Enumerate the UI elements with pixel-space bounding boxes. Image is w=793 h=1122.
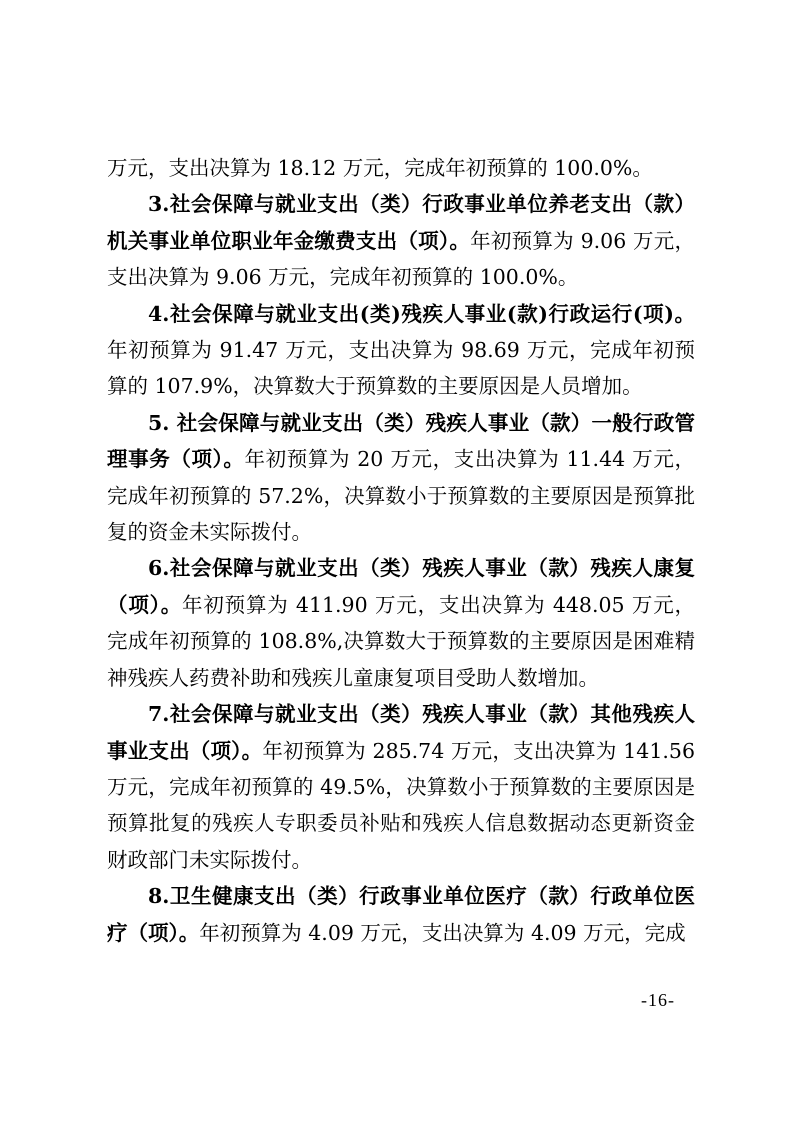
paragraph-item-8: [107, 878, 695, 951]
paragraph-text: 年初预算为 20 万元，支出决算为 11.44 万元，完成年初预算的 57.2%，决算数小于预算数的主要原因是预算批复的资金未实际拨付。: [107, 447, 696, 545]
paragraph-heading: 3.社会保障与就业支出（类）行政事业单位养老支出（款）机关事业单位职业年金缴费支出（项）。: [107, 192, 695, 253]
paragraph-heading: 6.社会保障与就业支出（类）残疾人事业（款）残疾人康复（项）。: [107, 556, 695, 617]
body-text: [107, 150, 695, 951]
paragraph-item-7: [107, 696, 695, 878]
paragraph-item-6: [107, 550, 695, 696]
paragraph-item-4: [107, 296, 695, 405]
page-number: -16-: [641, 990, 675, 1010]
paragraph-item-3: [107, 186, 695, 295]
paragraph-heading: 4.社会保障与就业支出(类)残疾人事业(款)行政运行(项)。: [148, 301, 695, 326]
paragraph-heading: 5. 社会保障与就业支出（类）残疾人事业（款）一般行政管理事务（项）。: [107, 410, 695, 472]
paragraph-continuation: [107, 150, 695, 186]
paragraph-text: 年初预算为 4.09 万元，支出决算为 4.09 万元，完成: [199, 920, 686, 945]
paragraph-text: 万元，支出决算为 18.12 万元，完成年初预算的 100.0%。: [107, 156, 653, 180]
paragraph-heading: 8.卫生健康支出（类）行政事业单位医疗（款）行政单位医疗（项）。: [107, 884, 695, 945]
paragraph-item-5: [107, 405, 695, 551]
paragraph-text: 年初预算为 411.90 万元，支出决算为 448.05 万元，完成年初预算的 108.8%,决算数大于预算数的主要原因是困难精神残疾人药费补助和残疾儿童康复项目受助人数增加。: [107, 592, 696, 690]
paragraph-heading: 7.社会保障与就业支出（类）残疾人事业（款）其他残疾人事业支出（项）。: [107, 702, 695, 763]
paragraph-text: 年初预算为 285.74 万元，支出决算为 141.56 万元，完成年初预算的 49.5%，决算数小于预算数的主要原因是预算批复的残疾人专职委员补贴和残疾人信息数据动态更新资金财政部门未实际拨付。: [107, 738, 695, 872]
paragraph-text: 年初预算为 91.47 万元，支出决算为 98.69 万元，完成年初预算的 107.9%，决算数大于预算数的主要原因是人员增加。: [107, 338, 695, 399]
paragraph-text: 年初预算为 9.06 万元，支出决算为 9.06 万元，完成年初预算的 100.0%。: [107, 228, 695, 290]
